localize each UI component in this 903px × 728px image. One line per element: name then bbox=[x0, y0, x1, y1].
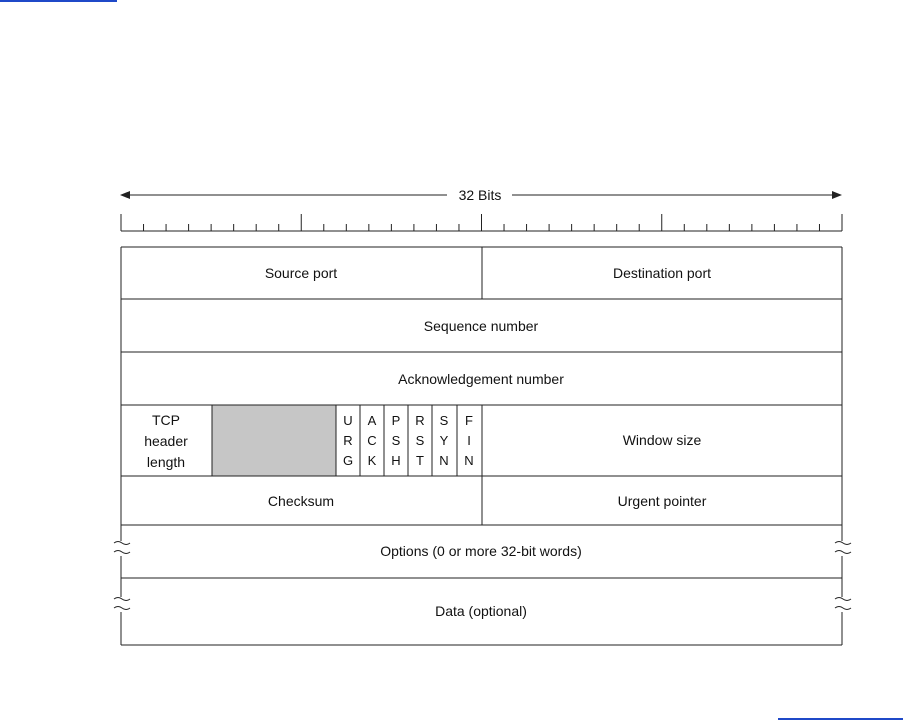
flag-urg-letter-3: G bbox=[342, 453, 354, 468]
break-mark-icon bbox=[835, 598, 851, 601]
flag-rst-letter-2: S bbox=[415, 433, 425, 448]
field-window-size: Window size bbox=[622, 432, 702, 448]
flag-ack-letter-3: K bbox=[367, 453, 377, 468]
flag-psh-letter-3: H bbox=[391, 453, 401, 468]
break-mark-icon bbox=[114, 542, 130, 545]
reserved-bits-area bbox=[212, 405, 336, 476]
field-header-length-line1: TCP bbox=[152, 412, 180, 428]
flag-rst-letter-3: T bbox=[416, 453, 424, 468]
flag-ack-letter-1: A bbox=[367, 413, 377, 428]
field-checksum: Checksum bbox=[267, 493, 335, 509]
field-sequence-number: Sequence number bbox=[423, 318, 539, 334]
flag-urg-letter-1: U bbox=[343, 413, 353, 428]
break-mark-icon bbox=[114, 607, 130, 610]
flag-syn-letter-3: N bbox=[439, 453, 449, 468]
bit-ruler bbox=[121, 214, 842, 231]
flag-syn-letter-2: Y bbox=[439, 433, 449, 448]
field-header-length-line3: length bbox=[146, 454, 186, 470]
flag-fin-letter-2: I bbox=[467, 433, 471, 448]
break-mark-icon bbox=[114, 598, 130, 601]
break-mark-icon bbox=[835, 607, 851, 610]
bit-width-label: 32 Bits bbox=[458, 187, 502, 203]
field-destination-port: Destination port bbox=[612, 265, 712, 281]
break-mark-icon bbox=[114, 551, 130, 554]
flag-psh-letter-1: P bbox=[391, 413, 401, 428]
field-acknowledgement-number: Acknowledgement number bbox=[398, 371, 564, 387]
break-mark-icon bbox=[835, 542, 851, 545]
field-options: Options (0 or more 32-bit words) bbox=[380, 543, 582, 559]
arrow-right-head-icon bbox=[832, 191, 842, 199]
field-urgent-pointer: Urgent pointer bbox=[617, 493, 707, 509]
field-source-port: Source port bbox=[264, 265, 338, 281]
field-header-length-line2: header bbox=[144, 433, 188, 449]
break-mark-icon bbox=[835, 551, 851, 554]
flag-rst-letter-1: R bbox=[415, 413, 425, 428]
field-data: Data (optional) bbox=[435, 603, 527, 619]
flag-urg-letter-2: R bbox=[343, 433, 353, 448]
arrow-left-head-icon bbox=[120, 191, 130, 199]
flag-psh-letter-2: S bbox=[391, 433, 401, 448]
flag-fin-letter-3: N bbox=[464, 453, 474, 468]
flag-syn-letter-1: S bbox=[439, 413, 449, 428]
flag-fin-letter-1: F bbox=[465, 413, 473, 428]
flag-ack-letter-2: C bbox=[367, 433, 377, 448]
